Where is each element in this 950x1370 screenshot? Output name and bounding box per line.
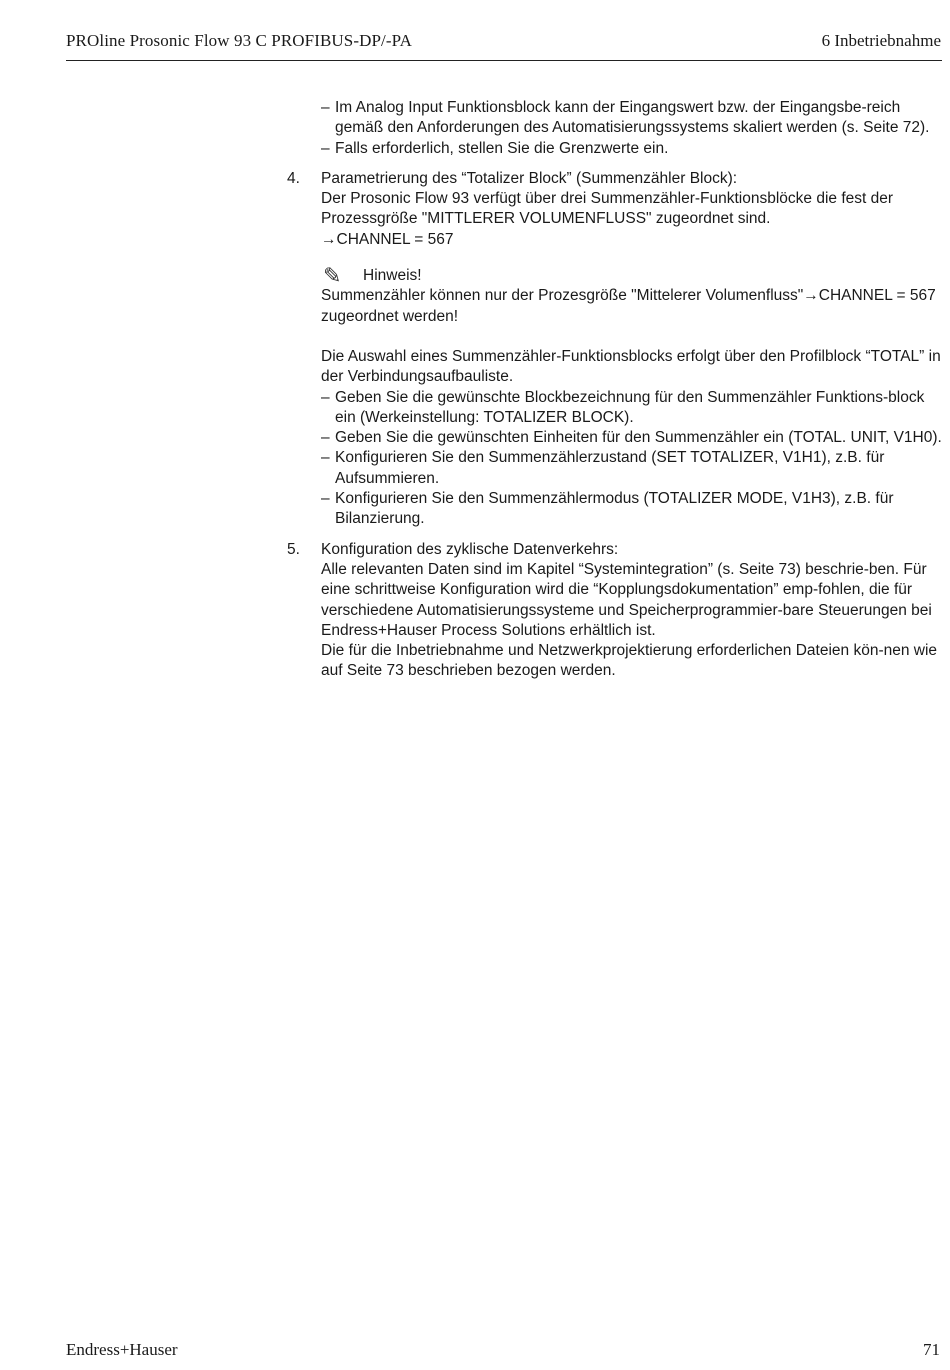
step-number: 4. (287, 169, 300, 187)
list-item (287, 98, 943, 139)
pencil-icon: ✎ (323, 263, 342, 289)
note-title: Hinweis! (363, 267, 422, 285)
list-item (321, 448, 943, 489)
list-item-text: Konfigurieren Sie den Summenzählermodus (TOTALIZER MODE, V1H3), z.B. für Bilanzierung. (335, 490, 894, 528)
list-item-text: Geben Sie die gewünschten Einheiten für den Summenzähler ein (TOTAL. UNIT, V1H0). (335, 429, 942, 447)
note-text: Summenzähler können nur der Prozesgröße "Mittelerer Volumenfluss"→CHANNEL = 567 zugeordnet werden! (321, 287, 936, 325)
step-text: Alle relevanten Daten sind im Kapitel “Systemintegration” (s. Seite 73) beschrie-ben. Für eine schrittweise Konfiguration wird die “Kopplungsdokumentation” emp-fohlen, die für verschiedene Automatisierungssysteme und Speicherprogrammier-bare Steuerungen bei Endress+Hauser Process Solutions erhältlich ist. (321, 560, 932, 639)
dash-marker: – (321, 388, 330, 406)
list-item-text: Konfigurieren Sie den Summenzählerzustand (SET TOTALIZER, V1H1), z.B. für Aufsummieren. (335, 449, 885, 487)
dash-marker: – (321, 99, 330, 116)
dash-marker: – (321, 449, 330, 467)
list-item (321, 428, 943, 448)
list-item (287, 139, 943, 159)
page-body (287, 98, 943, 682)
dash-marker: – (321, 429, 330, 447)
step-number: 5. (287, 540, 300, 558)
channel-line: →CHANNEL = 567 (321, 230, 454, 248)
selection-text: Die Auswahl eines Summenzähler-Funktionsblocks erfolgt über den Profilblock “TOTAL” in der Verbindungsaufbauliste. (321, 347, 941, 386)
header-rule (66, 60, 942, 61)
step-title: Konfiguration des zyklische Datenverkehrs: (321, 540, 619, 558)
step-title: Parametrierung des “Totalizer Block” (Summenzähler Block): (321, 169, 738, 187)
step-text: Der Prosonic Flow 93 verfügt über drei Summenzähler-Funktionsblöcke die fest der Prozessgröße "MITTLERER VOLUMENFLUSS" zugeordnet sind. (321, 190, 894, 228)
step-5 (287, 540, 943, 682)
page-number: 71 (923, 1340, 940, 1359)
list-item-text: Geben Sie die gewünschte Blockbezeichnung für den Summenzähler Funktions-block ein (Werkeinstellung: TOTALIZER BLOCK). (335, 388, 925, 426)
header-title: PROline Prosonic Flow 93 C PROFIBUS-DP/-PA (66, 31, 413, 50)
step-text: Die für die Inbetriebnahme und Netzwerkprojektierung erforderlichen Dateien kön-nen wie auf Seite 73 beschrieben bezogen werden. (321, 642, 938, 680)
list-item-text: Im Analog Input Funktionsblock kann der Eingangswert bzw. der Eingangsbe-reich gemäß den Anforderungen des Automatisierungssystems skaliert werden (s. Seite 72). (335, 99, 930, 137)
note-heading (321, 263, 943, 289)
dash-marker: – (321, 490, 330, 508)
dash-marker: – (321, 139, 330, 157)
header-section: 6 Inbetriebnahme (821, 31, 941, 50)
list-item (321, 388, 943, 429)
step-4 (287, 169, 943, 530)
list-item-text: Falls erforderlich, stellen Sie die Grenzwerte ein. (335, 139, 669, 157)
footer-brand: Endress+Hauser (66, 1340, 178, 1359)
list-item (321, 489, 943, 530)
